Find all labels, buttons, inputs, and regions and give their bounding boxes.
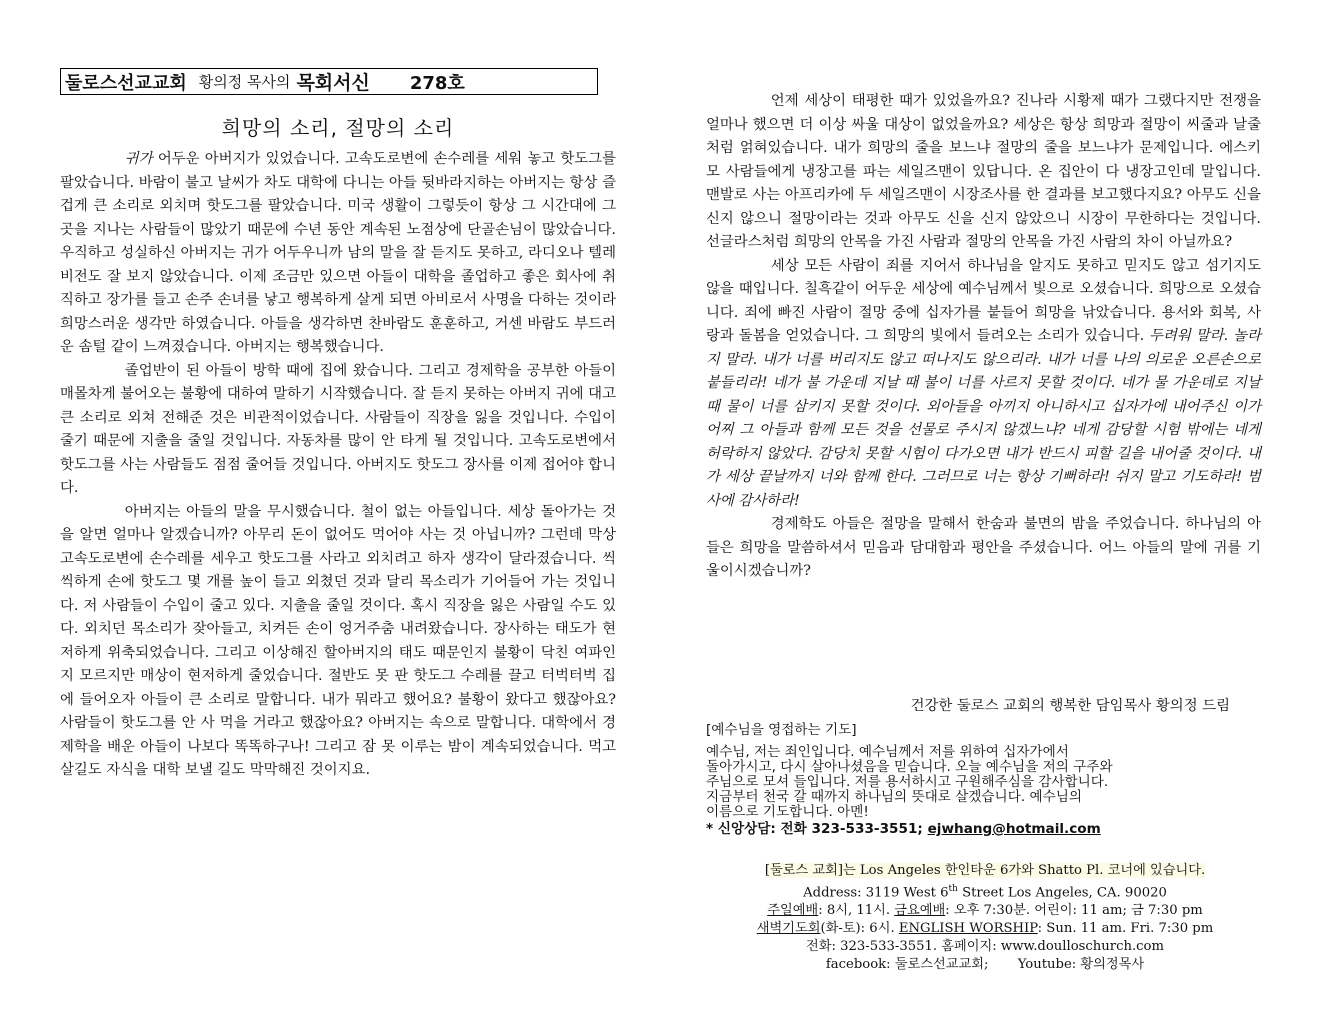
dawn-label: 새벽기도회 bbox=[756, 921, 821, 937]
paragraph-1-lead: 귀가 bbox=[124, 151, 153, 167]
newsletter-masthead bbox=[60, 68, 598, 95]
prayer-line: 지금부터 천국 갈 때까지 하나님의 뜻대로 살겠습니다. 예수님의 bbox=[706, 789, 1082, 806]
prayer-box bbox=[706, 723, 1266, 837]
paragraph-2: 졸업반이 된 아들이 방학 때에 집에 왔습니다. 그리고 경제학을 공부한 아들이 매몰차게 불어오는 불황에 대하여 말하기 시작했습니다. 잘 듣지 못하는 아버지 귀에 대고 큰 소리로 외쳐 전해준 것은 비관적이었습니다. 사람들이 직장을 잃을 것입니다. 수입이 줄기 때문에 지출을 줄일 것입니다. 자동차를 많이 안 타게 될 것입니다. 고속도로변에서 핫도그를 사는 사람들도 점점 줄어들 것입니다. 아버지도 핫도그 장사를 이제 접어야 합니다. bbox=[60, 362, 616, 496]
pastor-signature: 건강한 둘로스 교회의 행복한 담임목사 황의정 드림 bbox=[910, 698, 1230, 714]
church-name: 둘로스선교교회 bbox=[65, 72, 187, 94]
email-link[interactable]: ejwhang@hotmail.com bbox=[927, 820, 1101, 837]
prayer-body bbox=[706, 745, 1266, 821]
issue-number: 278호 bbox=[409, 72, 465, 94]
article-title: 희망의 소리, 절망의 소리 bbox=[221, 116, 455, 140]
location-text: [둘로스 교회]는 Los Angeles 한인타운 6가와 Shatto Pl. 코너에 있습니다. bbox=[764, 863, 1206, 878]
publication-name: 목회서신 bbox=[296, 72, 370, 94]
paragraph-5 bbox=[706, 255, 1261, 514]
paragraph-4: 언제 세상이 태평한 때가 있었을까요? 진나라 시황제 때가 그랬다지만 전쟁을 얼마나 했으면 더 이상 싸울 대상이 없었을까요? 세상은 항상 희망과 절망이 씨줄과 날줄처럼 얽혀있습니다. 내가 희망의 줄을 보느냐 절망의 줄을 보느냐가 문제입니다. 에스키모 사람들에게 냉장고를 파는 세일즈맨이 있답니다. 온 집안이 다 냉장고인데 말입니다. 맨발로 사는 아프리카에 두 세일즈맨이 시장조사를 한 결과를 보고했다지요? 아무도 신을 신지 않으니 절망이라는 것과 아무도 신을 신지 않았으니 시장이 무한하다는 것입니다. 선글라스처럼 희망의 안목을 가진 사람과 절망의 안목을 가진 사람의 차이 아닐까요? bbox=[706, 93, 1261, 250]
prayer-heading: [예수님을 영접하는 기도] bbox=[706, 722, 857, 738]
address-line bbox=[728, 880, 1242, 902]
paragraph-5-text: 세상 모든 사람이 죄를 지어서 하나님을 알지도 못하고 믿지도 않고 섬기지도 않을 때입니다. 칠흑같이 어두운 세상에 예수님께서 빛으로 오셨습니다. 희망으로 오셨습니다. 죄에 빠진 사람이 절망 중에 십자가를 붙들어 희망을 낚았습니다. 용서와 회복, 사랑과 돌봄을 얻었습니다. 그 희망의 빛에서 들려오는 소리가 있습니다. bbox=[706, 257, 1261, 344]
scripture-quote: 두려워 말라. 놀라지 말라. 내가 너를 버리지도 않고 떠나지도 않으리라. 내가 너를 나의 의로운 오른손으로 붙들리라! 네가 불 가운데 지날 때 불이 너를 사르지 못할 것이다. 네가 물 가운데로 지날 때 물이 너를 삼키지 못할 것이다. 외아들을 아끼지 아니하시고 십자가에 내어주신 이가 어찌 그 아들과 함께 모든 것을 선물로 주시지 않겠느냐? 네게 감당할 시험 밖에는 네게 허락하지 않았다. 감당치 못할 시험이 다가오면 내가 반드시 피할 길을 내어줄 것이다. 내가 세상 끝날까지 너와 함께 한다. 그러므로 너는 항상 기뻐하라! 쉬지 말고 기도하라! 범사에 감사하라! bbox=[706, 328, 1261, 509]
friday-text: : 오후 7:30분. 어린이: 11 am; 금 7:30 pm bbox=[945, 903, 1203, 919]
dawn-text: (화-토): 6시. bbox=[820, 921, 899, 937]
counsel-label: * 신앙상담: 전화 323-533-3551; bbox=[706, 820, 928, 837]
sunday-label: 주일예배 bbox=[767, 903, 819, 919]
right-column bbox=[706, 90, 1261, 584]
address-post: Street Los Angeles, CA. 90020 bbox=[957, 885, 1167, 901]
prayer-line: 예수님, 저는 죄인입니다. 예수님께서 저를 위하여 십자가에서 bbox=[706, 743, 1069, 760]
sunday-text: : 8시, 11시. bbox=[818, 903, 895, 919]
location-line bbox=[728, 862, 1242, 880]
paragraph-6: 경제학도 아들은 절망을 말해서 한숨과 불면의 밤을 주었습니다. 하나님의 아들은 희망을 말씀하셔서 믿음과 담대함과 평안을 주셨습니다. 어느 아들의 말에 귀를 기울이시겠습니까? bbox=[706, 516, 1261, 579]
service-times-line bbox=[728, 902, 1242, 920]
paragraph-1 bbox=[60, 148, 616, 360]
address-sup: th bbox=[948, 884, 958, 894]
address-pre: Address: 3119 West 6 bbox=[803, 885, 949, 901]
english-text: : Sun. 11 am. Fri. 7:30 pm bbox=[1037, 921, 1214, 937]
author-label: 황의정 목사의 bbox=[198, 73, 291, 91]
dawn-english-line bbox=[728, 920, 1242, 938]
paragraph-1-text: 어두운 아버지가 있었습니다. 고속도로변에 손수레를 세워 놓고 핫도그를 팔았습니다. 바람이 불고 날씨가 차도 대학에 다니는 아들 뒷바라지하는 아버지는 항상 즐겁게 큰 소리로 외치며 핫도그를 팔았습니다. 미국 생활이 그렇듯이 항상 그 시간대에 그곳을 지나는 사람들이 많았기 때문에 수년 동안 계속된 노점상에 단골손님이 많았습니다. 우직하고 성실하신 아버지는 귀가 어두우니까 남의 말을 잘 듣지도 못하고, 라디오나 텔레비전도 잘 보지 않았습니다. 이제 조금만 있으면 아들이 대학을 졸업하고 좋은 회사에 취직하고 장가를 들고 손주 손녀를 낳고 행복하게 살게 되면 아비로서 사명을 다하는 것이라 희망스러운 생각만 하였습니다. 아들을 생각하면 찬바람도 훈훈하고, 거센 바람도 부드러운 솜털 같이 느껴졌습니다. 아버지는 행복했습니다. bbox=[60, 151, 616, 355]
social-line: facebook: 둘로스선교교회; Youtube: 황의정목사 bbox=[825, 957, 1145, 973]
prayer-line: 주님으로 모셔 들입니다. 저를 용서하시고 구원해주심을 감사합니다. bbox=[706, 774, 1109, 790]
phone-line: 전화: 323-533-3551. 홈페이지: www.doulloschurch.com bbox=[806, 939, 1164, 955]
left-column bbox=[60, 148, 616, 783]
paragraph-3: 아버지는 아들의 말을 무시했습니다. 철이 없는 아들입니다. 세상 돌아가는 것을 알면 얼마나 알겠습니까? 아무리 돈이 없어도 먹어야 사는 것 아닙니까? 그런데 막상 고속도로변에 손수레를 세우고 핫도그를 사라고 외치려고 하자 생각이 달라졌습니다. 씩씩하게 손에 핫도그 몇 개를 높이 들고 외쳤던 것과 달리 목소리가 기어들어 가는 것입니다. 저 사람들이 수입이 줄고 있다. 지출을 줄일 것이다. 혹시 직장을 잃은 사람일 수도 있다. 외치던 목소리가 잦아들고, 치켜든 손이 엉거주춤 내려왔습니다. 장사하는 태도가 현저하게 위축되었습니다. 그리고 이상해진 할아버지의 태도 때문인지 불황이 닥친 여파인지 모르지만 매상이 현저하게 줄었습니다. 절반도 못 판 핫도그 수레를 끌고 터벅터벅 집에 들어오자 아들이 큰 소리로 말합니다. 내가 뭐라고 했어요? 불황이 왔다고 했잖아요? 사람들이 핫도그를 안 사 먹을 거라고 했잖아요? 아버지는 속으로 말합니다. 대학에서 경제학을 배운 아들이 나보다 똑똑하구나! 그리고 잠 못 이루는 밤이 계속되었습니다. 먹고 살길도 자식을 대학 보낼 길도 막막해진 것이지요. bbox=[60, 503, 616, 778]
friday-label: 금요예배 bbox=[894, 903, 946, 919]
counsel-line bbox=[706, 822, 1266, 838]
prayer-line: 이름으로 기도합니다. 아멘! bbox=[706, 804, 869, 821]
church-info bbox=[728, 862, 1242, 974]
prayer-line: 돌아가시고, 다시 살아나셨음을 믿습니다. 오늘 예수님을 저의 구주와 bbox=[706, 758, 1113, 775]
english-label: ENGLISH WORSHIP bbox=[898, 921, 1038, 937]
